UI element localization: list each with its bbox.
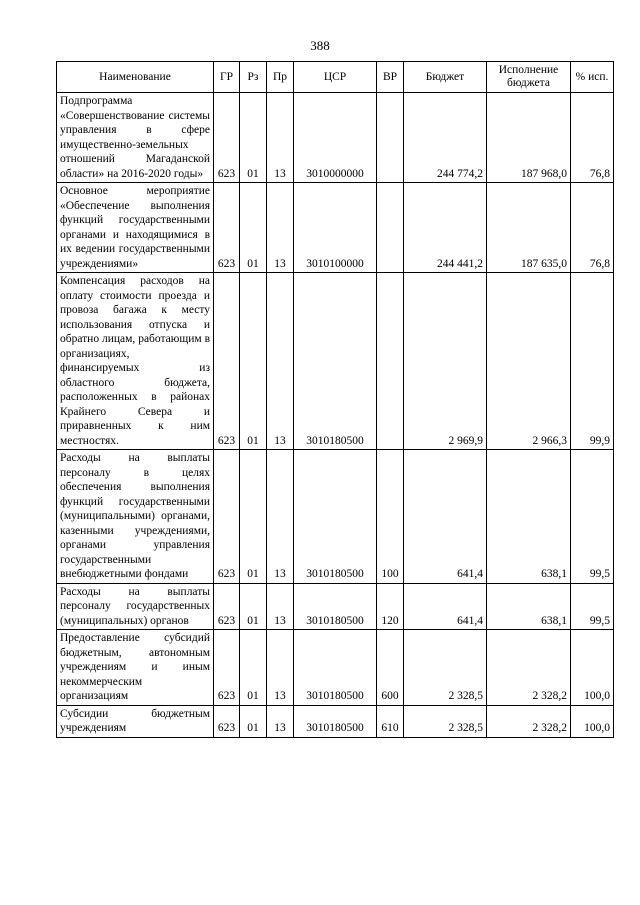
cell-gr: 623 [214,273,240,450]
cell-percent: 100,0 [571,705,614,737]
cell-csr: 3010180500 [294,450,377,584]
cell-rz: 01 [240,93,267,183]
cell-rz: 01 [240,630,267,706]
cell-gr: 623 [214,450,240,584]
cell-name: Подпрограмма «Совершенствование системы управления в сфере имущественно-земельных отношений Магаданской области» на 2016-2020 годы» [57,93,214,183]
cell-vr [377,93,404,183]
header-name: Наименование [57,62,214,93]
cell-pr: 13 [267,630,294,706]
cell-percent: 76,8 [571,93,614,183]
cell-budget: 244 441,2 [404,183,487,273]
cell-vr: 600 [377,630,404,706]
cell-execution: 2 328,2 [487,630,571,706]
cell-percent: 100,0 [571,630,614,706]
table-row [57,450,614,584]
cell-rz: 01 [240,705,267,737]
cell-vr: 100 [377,450,404,584]
cell-execution: 2 966,3 [487,273,571,450]
cell-budget: 641,4 [404,450,487,584]
table-row [57,93,614,183]
cell-csr: 3010180500 [294,705,377,737]
cell-percent: 76,8 [571,183,614,273]
header-execution: Исполнение бюджета [487,62,571,93]
page-number: 388 [310,38,330,53]
cell-pr: 13 [267,183,294,273]
cell-gr: 623 [214,93,240,183]
cell-execution: 2 328,2 [487,705,571,737]
cell-vr: 120 [377,583,404,630]
header-rz: Рз [240,62,267,93]
cell-vr [377,183,404,273]
header-pr: Пр [267,62,294,93]
cell-pr: 13 [267,93,294,183]
table-row [57,583,614,630]
cell-rz: 01 [240,183,267,273]
cell-percent: 99,9 [571,273,614,450]
cell-csr: 3010180500 [294,630,377,706]
cell-pr: 13 [267,450,294,584]
header-percent: % исп. [571,62,614,93]
cell-budget: 2 969,9 [404,273,487,450]
cell-vr [377,273,404,450]
header-budget: Бюджет [404,62,487,93]
cell-name: Расходы на выплаты персоналу государственных (муниципальных) органов [57,583,214,630]
cell-name: Предоставление субсидий бюджетным, автономным учреждениям и иным некоммерческим организациям [57,630,214,706]
budget-table [56,61,614,738]
header-gr: ГР [214,62,240,93]
cell-execution: 187 968,0 [487,93,571,183]
table-row [57,273,614,450]
cell-name: Основное мероприятие «Обеспечение выполнения функций государственными органами и находящимися в их ведении государственными учреждениями» [57,183,214,273]
header-csr: ЦСР [294,62,377,93]
cell-pr: 13 [267,705,294,737]
cell-name: Субсидии бюджетным учреждениям [57,705,214,737]
cell-budget: 641,4 [404,583,487,630]
cell-csr: 3010100000 [294,183,377,273]
cell-csr: 3010180500 [294,273,377,450]
cell-percent: 99,5 [571,583,614,630]
cell-csr: 3010000000 [294,93,377,183]
table-row [57,183,614,273]
cell-gr: 623 [214,183,240,273]
cell-name: Компенсация расходов на оплату стоимости проезда и провоза багажа к месту использования отпуска и обратно лицам, работающим в организациях, финансируемых из областного бюджета, расположенных в районах Крайнего Севера и приравненных к ним местностях. [57,273,214,450]
cell-rz: 01 [240,583,267,630]
header-vr: ВР [377,62,404,93]
cell-rz: 01 [240,450,267,584]
cell-execution: 638,1 [487,583,571,630]
cell-budget: 2 328,5 [404,630,487,706]
cell-budget: 244 774,2 [404,93,487,183]
cell-execution: 187 635,0 [487,183,571,273]
table-row [57,630,614,706]
cell-execution: 638,1 [487,450,571,584]
cell-gr: 623 [214,705,240,737]
cell-gr: 623 [214,583,240,630]
cell-pr: 13 [267,583,294,630]
cell-vr: 610 [377,705,404,737]
cell-percent: 99,5 [571,450,614,584]
table-row [57,705,614,737]
table-header-row [57,62,614,93]
cell-gr: 623 [214,630,240,706]
cell-name: Расходы на выплаты персоналу в целях обеспечения выполнения функций государственными (муниципальными) органами, казенными учреждениями, органами управления государственными внебюджетными фондами [57,450,214,584]
cell-rz: 01 [240,273,267,450]
cell-budget: 2 328,5 [404,705,487,737]
cell-csr: 3010180500 [294,583,377,630]
cell-pr: 13 [267,273,294,450]
